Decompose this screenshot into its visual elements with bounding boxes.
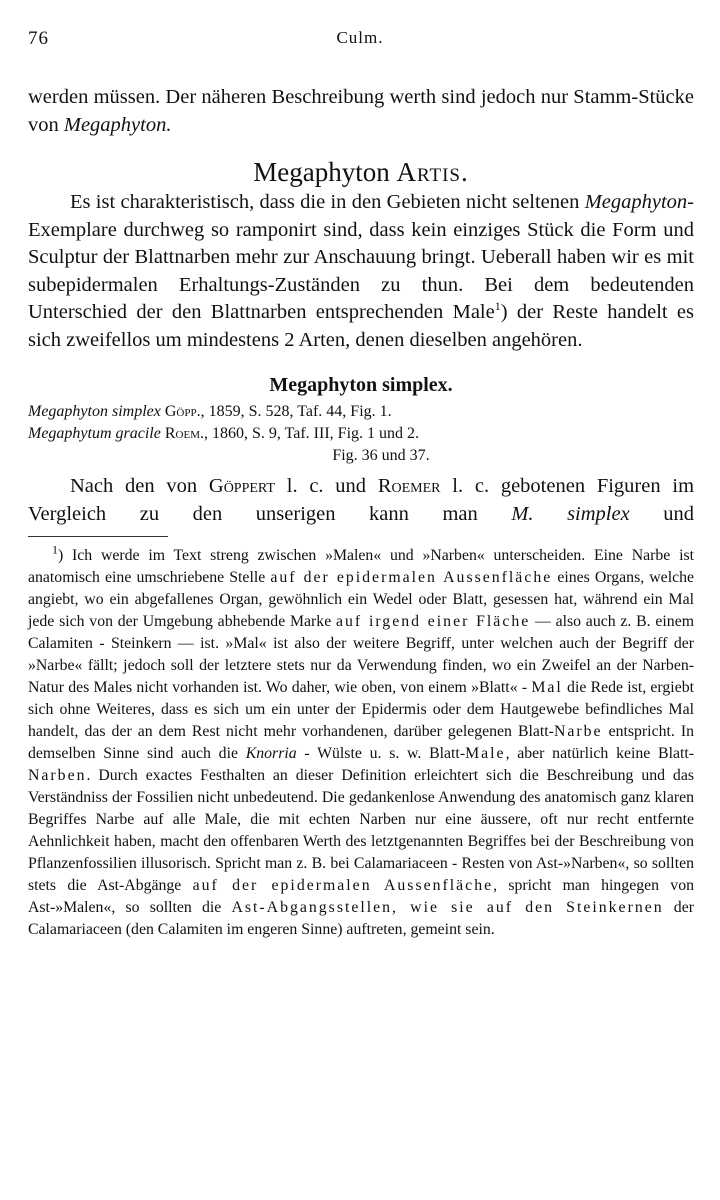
section-paragraph bbox=[28, 189, 694, 354]
fn-sp3: Mal bbox=[531, 679, 563, 696]
section-text-c: ) der Reste handelt es sich zweifellos um mindestens 2 Arten, denen dieselben angehören. bbox=[28, 301, 694, 351]
sub-author-1: Göppert bbox=[208, 475, 275, 497]
sub-author-2: Roemer bbox=[377, 475, 441, 497]
figure-reference: Fig. 36 und 37. bbox=[332, 447, 430, 464]
fn-t9: , spricht man hingegen von Ast-»Malen«, so sollten die bbox=[28, 877, 694, 916]
running-head: Culm. bbox=[336, 28, 384, 47]
page-number: 76 bbox=[28, 28, 49, 49]
fn-sp6: Narben bbox=[28, 767, 87, 784]
footnote-marker: 1 bbox=[52, 542, 58, 557]
fn-sp8: Ast-Abgangsstellen, wie sie auf den Steinkernen bbox=[231, 899, 664, 916]
section-title-author: Artis. bbox=[396, 157, 469, 187]
fn-t2: eines Organs, welche angiebt, wo ein abgefallenes Organ, gewöhnlich ein Wedel oder Blatt, gesessen hat, während ein Mal jede sich von der Umgebung abhebende Marke bbox=[28, 569, 695, 630]
section-text-b: -Exemplare durchweg so ramponirt sind, dass kein einziges Stück die Form und Sculptur der Blattnarben mehr zur Anschauung bringt. Ueberall haben wir es mit subepidermalen Erhaltungs-Zuständen zu thun. Bei dem bedeutenden Unterschied der den Blattnarben entsprechenden Male bbox=[28, 191, 694, 323]
sub-taxon: M. simplex bbox=[511, 502, 630, 525]
fn-t4: die Rede ist, ergiebt sich ohne Weiteres, dass es sich um ein unter der Epidermis oder dem Hautgewebe befindliches Mal handelt, das der an dem Rest nicht mehr vorhandenen, darüber gelegenen Blatt- bbox=[28, 679, 694, 740]
section-text-a: Es ist charakteristisch, dass die in den Gebieten nicht seltenen bbox=[70, 191, 585, 213]
fn-it1: Knorria bbox=[245, 745, 297, 762]
sub-text-d: und bbox=[629, 502, 695, 525]
fn-sp2: auf irgend einer Fläche bbox=[336, 613, 531, 630]
synonym-2-author: Roem. bbox=[164, 425, 204, 442]
sub-text-b: l. c. und bbox=[274, 475, 378, 497]
footnote-divider bbox=[28, 536, 168, 537]
synonym-1 bbox=[28, 401, 694, 423]
intro-paragraph bbox=[28, 84, 694, 139]
sub-text-c: l. c. gebotenen Figuren im Vergleich zu den unserigen kann man bbox=[28, 475, 695, 525]
fn-t6: - Wülste u. s. w. Blatt- bbox=[296, 745, 466, 762]
page-body bbox=[28, 84, 694, 941]
sub-text-a: Nach den von bbox=[70, 475, 209, 497]
fn-t1: ) Ich werde im Text streng zwischen »Malen« und »Narben« unterscheiden. Eine Narbe ist anatomisch eine umschriebene Stelle bbox=[28, 547, 694, 586]
intro-text-1: werden müssen. Der näheren Beschreibung werth sind jedoch bbox=[28, 86, 536, 108]
synonym-2-taxon: Megaphytum gracile bbox=[28, 425, 161, 442]
section-taxon: Megaphyton bbox=[584, 191, 688, 213]
fn-sp1: auf der epidermalen Aussenfläche bbox=[270, 569, 553, 586]
intro-taxon: Megaphyton. bbox=[63, 113, 172, 136]
fn-t7: , aber natürlich keine Blatt- bbox=[505, 745, 695, 762]
fn-t3: — also auch z. B. einem Calamiten - Steinkern — ist. »Mal« ist also der weitere Begriff, unter welchen auch der Begriff der »Narbe« fällt; jedoch soll der letztere stets nur da Verwendung finden, wo ein Zweifel an der Narben-Natur des Males nicht vorhanden ist. Wo daher, wie oben, von einem »Blatt« - bbox=[28, 613, 694, 696]
page-header bbox=[28, 28, 692, 52]
synonym-1-author: Göpp. bbox=[164, 403, 201, 420]
fn-t5: entspricht. In demselben Sinne sind auch die bbox=[28, 723, 694, 762]
section-title-genus: Megaphyton bbox=[253, 157, 397, 187]
footnote-text bbox=[28, 542, 695, 941]
subsection-title: Megaphyton simplex. bbox=[269, 374, 453, 396]
fn-sp4: Narbe bbox=[553, 723, 603, 740]
subsection-paragraph bbox=[28, 473, 694, 528]
synonym-2 bbox=[28, 423, 694, 445]
fn-sp7: auf der epidermalen Aussenfläche bbox=[192, 877, 494, 894]
fn-t8: . Durch exactes Festhalten an dieser Definition erleichtert sich die Beschreibung und das Verständniss der Fossilien nicht unbedeutend. Die gedankenlose Anwendung des anatomisch ganz klaren Begriffes Narbe auf alle Male, die mit echten Narben nur eine äussere, oft nur recht entfernte Aehnlichkeit haben, macht den offenbaren Werth des letztgenannten Begriffes bei der Beschreibung von Pflanzenfossilien illusorisch. Spricht man z. B. bei Calamariaceen - Resten von Ast-»Narben«, so sollten stets die Ast-Abgänge bbox=[28, 767, 694, 894]
synonym-2-ref: , 1860, S. 9, Taf. III, Fig. 1 und 2. bbox=[203, 425, 420, 442]
synonym-1-taxon: Megaphyton simplex bbox=[28, 403, 161, 420]
fn-t10: der Calamariaceen (den Calamiten im engeren Sinne) auftreten, gemeint sein. bbox=[28, 899, 694, 938]
synonym-1-ref: , 1859, S. 528, Taf. 44, Fig. 1. bbox=[200, 403, 392, 420]
intro-text-2: nur Stamm-Stücke von bbox=[28, 86, 694, 136]
fn-sp5: Male bbox=[465, 745, 506, 762]
footnote bbox=[28, 542, 695, 941]
footnote-reference: 1 bbox=[494, 299, 501, 314]
section-title bbox=[28, 155, 694, 189]
